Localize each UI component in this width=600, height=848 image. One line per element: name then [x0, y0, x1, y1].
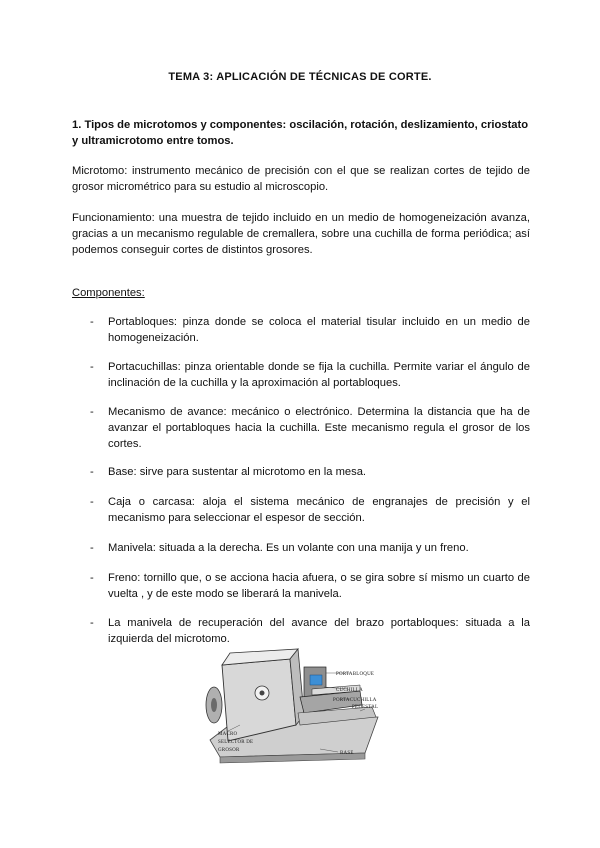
list-item-text: Manivela: situada a la derecha. Es un volante con una manija y un freno.: [108, 542, 469, 554]
list-item-text: Portabloques: pinza donde se coloca el material tisular incluido en un medio de homogeneización.: [108, 316, 530, 344]
list-item: [90, 404, 530, 452]
list-item-text: Freno: tornillo que, o se acciona hacia afuera, o se gira sobre sí mismo un cuarto de vuelta , y de este modo se liberará la manivela.: [108, 572, 530, 600]
list-bullet: -: [90, 406, 94, 418]
list-item: [90, 314, 530, 346]
list-bullet: -: [90, 542, 94, 554]
list-item: [90, 570, 530, 602]
label-base: BASE: [340, 751, 354, 756]
label-selector: SELECTOR DE: [218, 740, 254, 745]
paragraph-microtomo: Microtomo: instrumento mecánico de precisión con el que se realizan cortes de tejido de grosor micrométrico para su estudio al microscopio.: [72, 165, 530, 193]
microtome-figure: [200, 645, 390, 765]
section-heading: 1. Tipos de microtomos y componentes: oscilación, rotación, deslizamiento, criostato y ultramicrotomo entre tomos.: [72, 119, 529, 147]
label-grosor: GROSOR: [218, 748, 240, 753]
list-bullet: -: [90, 361, 94, 373]
label-macro: MACRO: [218, 732, 238, 737]
label-portacuchilla: PORTACUCHILLA: [333, 698, 377, 703]
list-item-text: La manivela de recuperación del avance del brazo portabloques: situada a la izquierda del microtomo.: [108, 617, 530, 645]
list-bullet: -: [90, 316, 94, 328]
list-item-text: Mecanismo de avance: mecánico o electrónico. Determina la distancia que ha de avanzar el portabloques hacia la cuchilla. Este mecanismo regula el grosor de los cortes.: [108, 406, 530, 450]
components-heading: Componentes:: [72, 287, 145, 299]
document-title: TEMA 3: APLICACIÓN DE TÉCNICAS DE CORTE.: [168, 71, 432, 83]
handwheel-hub: [211, 698, 217, 712]
list-bullet: -: [90, 617, 94, 629]
list-item-text: Base: sirve para sustentar al microtomo en la mesa.: [108, 466, 367, 478]
list-bullet: -: [90, 496, 94, 508]
label-portabloque: PORTABLOQUE: [336, 672, 375, 677]
selector-center: [260, 691, 265, 696]
list-bullet: -: [90, 572, 94, 584]
list-item: [90, 494, 530, 526]
list-item: [90, 464, 530, 480]
list-item-text: Caja o carcasa: aloja el sistema mecánico de engranajes de precisión y el mecanismo para seleccionar el espesor de sección.: [108, 496, 530, 524]
list-item: [90, 359, 530, 391]
specimen-block: [310, 675, 322, 685]
paragraph-funcionamiento: Funcionamiento: una muestra de tejido incluido en un medio de homogeneización avanza, gracias a un mecanismo regulable de cremallera, sobre una cuchilla de forma periódica; así podemos conseguir cortes de distintos grosores.: [72, 212, 530, 256]
list-item-text: Portacuchillas: pinza orientable donde se fija la cuchilla. Permite variar el ángulo de inclinación de la cuchilla y la aproximación al portabloques.: [108, 361, 530, 389]
list-bullet: -: [90, 466, 94, 478]
label-cuchilla: CUCHILLA: [336, 688, 363, 693]
list-item: [90, 615, 530, 647]
list-item: [90, 540, 530, 556]
label-pedestal: PEDESTAL: [352, 705, 379, 710]
